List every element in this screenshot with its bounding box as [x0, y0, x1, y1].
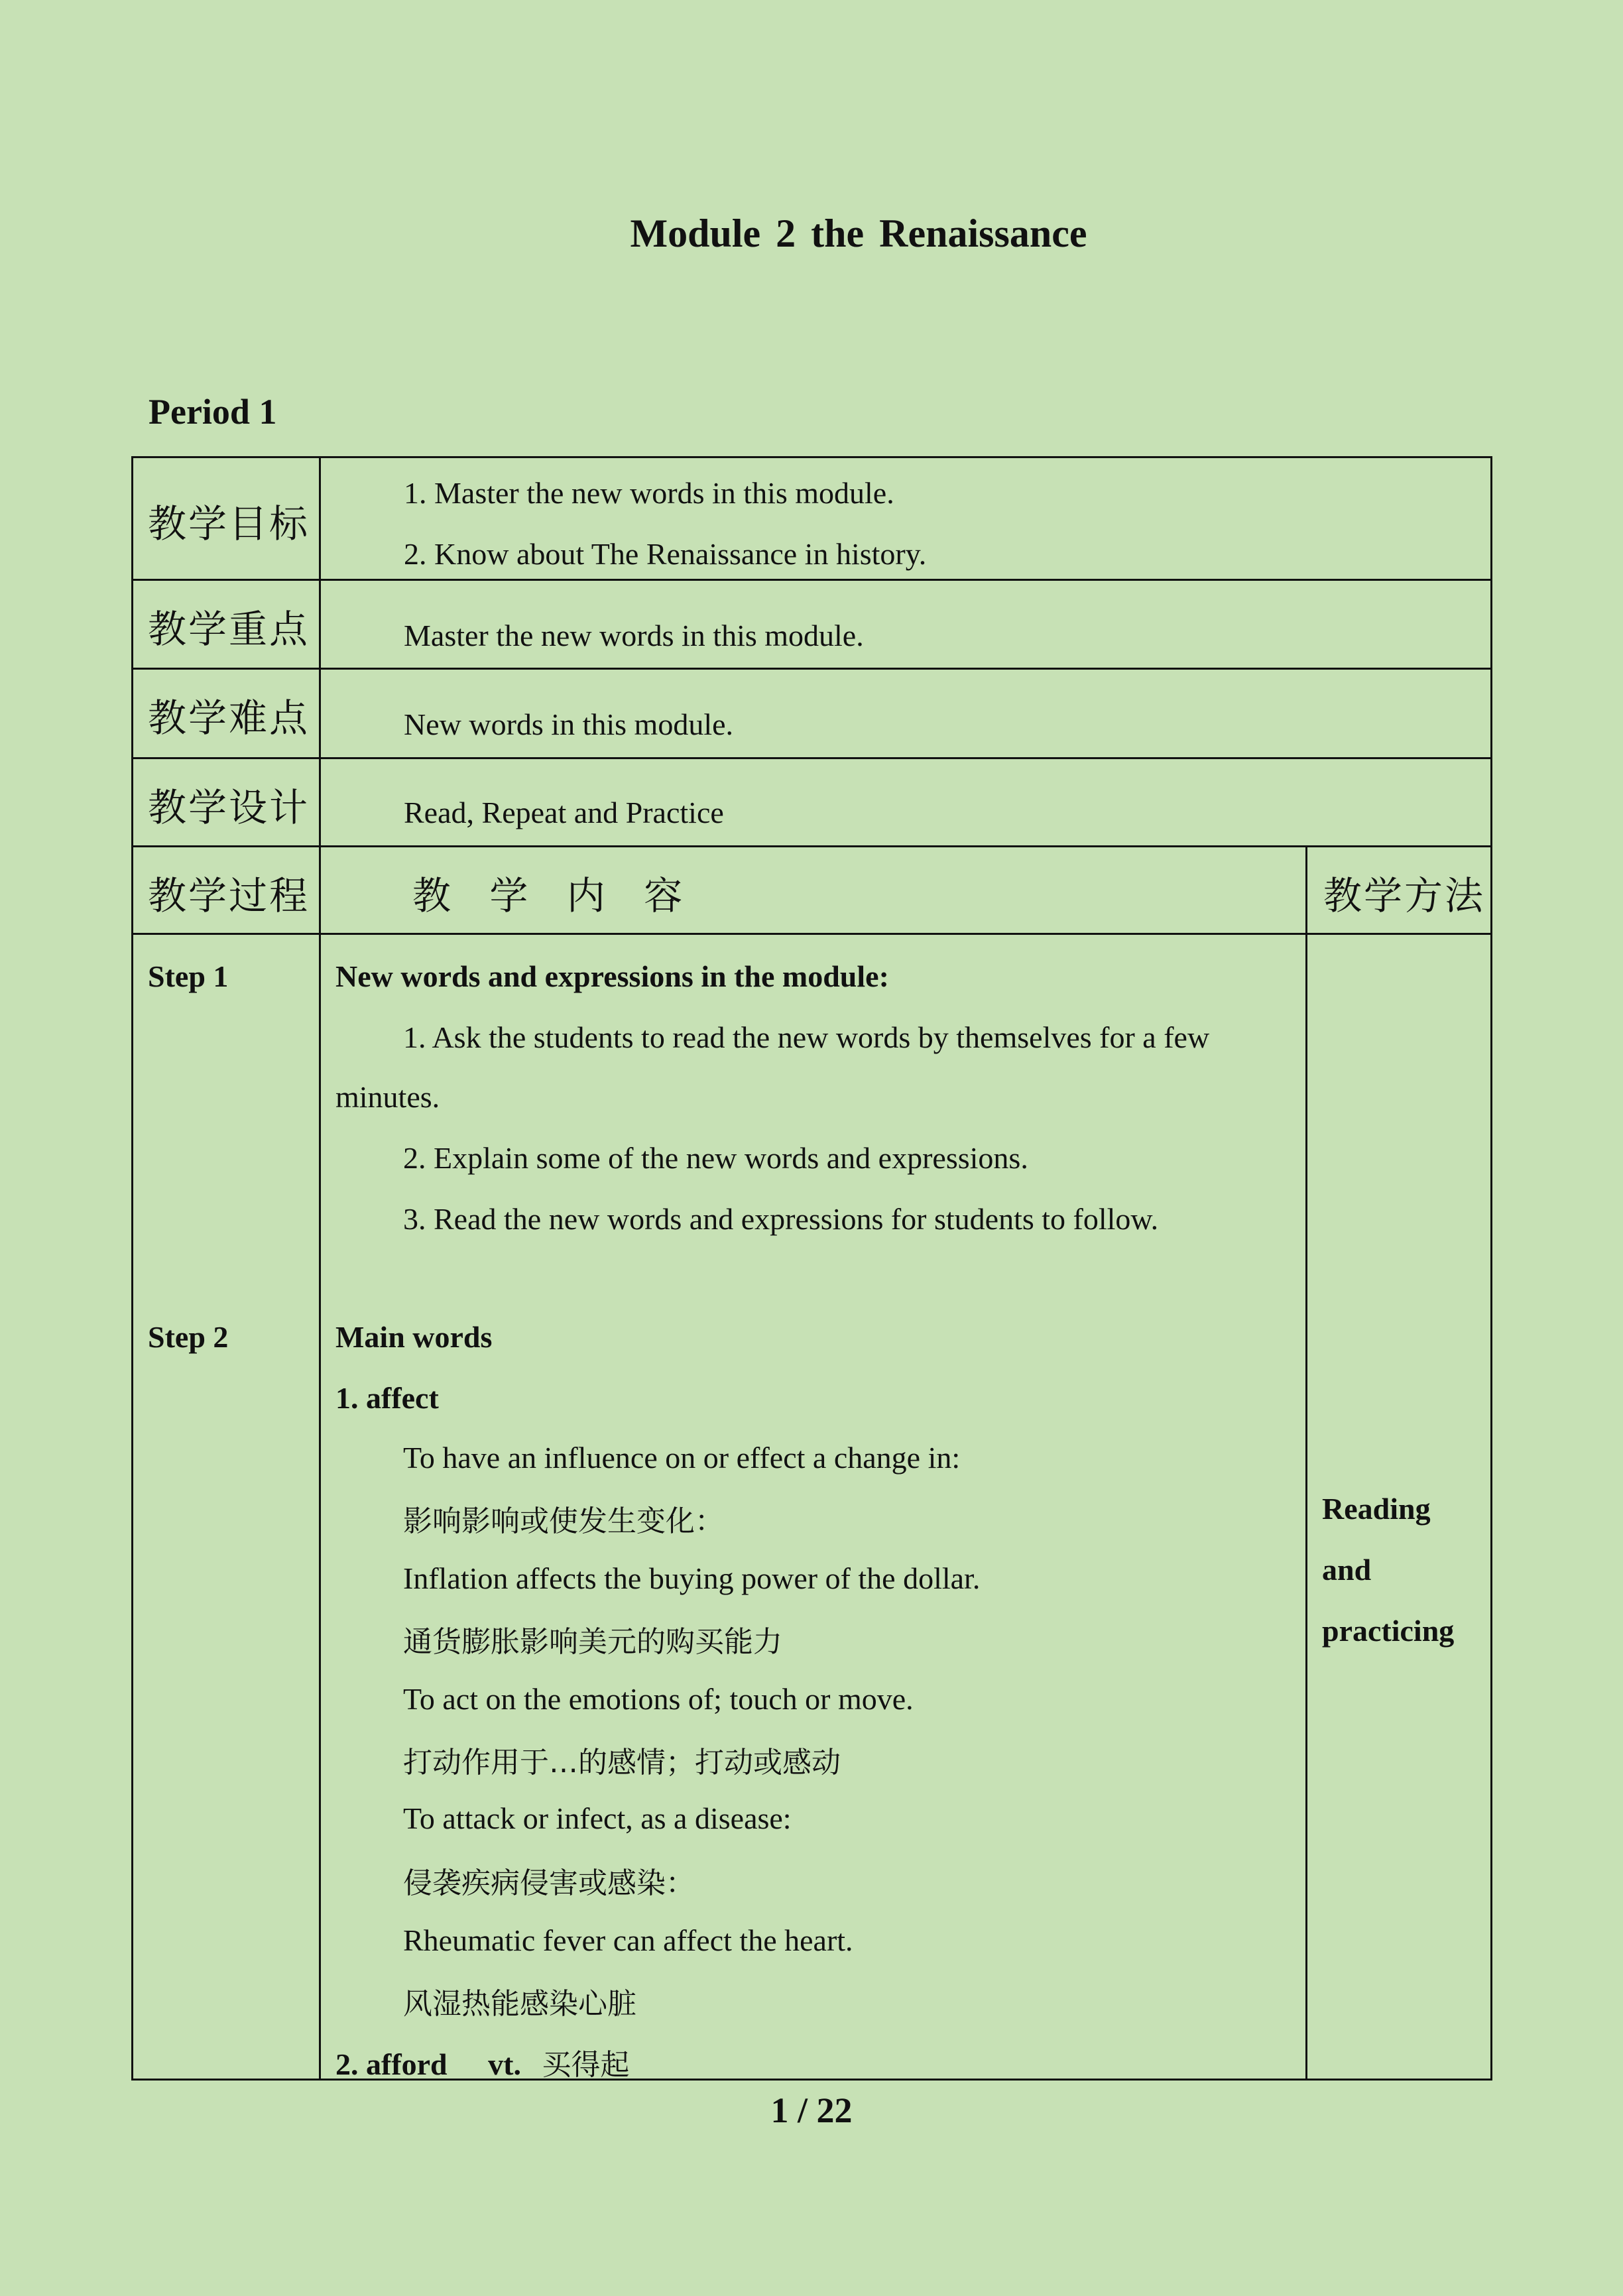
content-line: 风湿热能感染心脏 — [403, 1987, 636, 2021]
key-points-label: 教学重点 — [148, 607, 310, 652]
word-afford-meaning: 买得起 — [542, 2048, 630, 2082]
step-2-label: Step 2 — [148, 1320, 229, 1354]
content-line: To have an influence on or effect a change in: — [403, 1441, 961, 1475]
design-label: 教学设计 — [148, 785, 310, 830]
period-heading: Period 1 — [149, 392, 277, 432]
content-line: 3. Read the new words and expressions for students to follow. — [403, 1202, 1159, 1236]
content-line: 通货膨胀影响美元的购买能力 — [403, 1625, 782, 1659]
word-affect: 1. affect — [335, 1381, 439, 1415]
difficulties-row — [133, 670, 1490, 759]
objectives-label: 教学目标 — [148, 501, 310, 546]
word-afford-line — [335, 2041, 629, 2083]
content-line: To act on the emotions of; touch or move. — [403, 1682, 914, 1716]
content-line: minutes. — [335, 1080, 440, 1114]
content-header: 教 学 内 容 — [412, 873, 696, 918]
method-line: Reading — [1322, 1492, 1431, 1526]
step-1-label: Step 1 — [148, 959, 229, 993]
lesson-plan-table — [131, 456, 1492, 2081]
page-number: 1 / 22 — [770, 2090, 853, 2130]
method-text — [1322, 1479, 1454, 1662]
key-points-text: Master the new words in this module. — [404, 619, 864, 652]
design-row — [133, 759, 1490, 847]
content-line: 1. Ask the students to read the new words by themselves for a few — [403, 1020, 1210, 1054]
objective-line: 1. Master the new words in this module. — [404, 476, 894, 510]
process-body-row — [133, 935, 1490, 2082]
process-header-row — [133, 847, 1490, 935]
method-line: and — [1322, 1553, 1372, 1587]
content-line: Rheumatic fever can affect the heart. — [403, 1923, 853, 1957]
step1-heading: New words and expressions in the module: — [335, 959, 889, 993]
content-line: 影响影响或使发生变化： — [403, 1504, 724, 1538]
content-line: 2. Explain some of the new words and expressions. — [403, 1141, 1028, 1175]
word-afford: 2. afford — [335, 2047, 448, 2081]
content-line: 侵袭疾病侵害或感染： — [403, 1866, 695, 1900]
process-label: 教学过程 — [148, 873, 310, 918]
word-afford-pos: vt. — [488, 2047, 521, 2081]
objective-line: 2. Know about The Renaissance in history. — [404, 537, 927, 571]
key-points-row — [133, 581, 1490, 670]
main-words-heading: Main words — [335, 1320, 493, 1354]
objectives-row — [133, 458, 1490, 581]
method-line: practicing — [1322, 1614, 1455, 1648]
content-line: 打动作用于…的感情；打动或感动 — [403, 1746, 841, 1780]
difficulties-label: 教学难点 — [148, 695, 310, 741]
design-text: Read, Repeat and Practice — [404, 796, 724, 829]
difficulties-text: New words in this module. — [404, 707, 734, 741]
method-header: 教学方法 — [1323, 873, 1486, 918]
content-line: Inflation affects the buying power of the dollar. — [403, 1561, 981, 1595]
page-title: Module 2 the Renaissance — [630, 211, 1087, 255]
content-line: To attack or infect, as a disease: — [403, 1801, 792, 1835]
